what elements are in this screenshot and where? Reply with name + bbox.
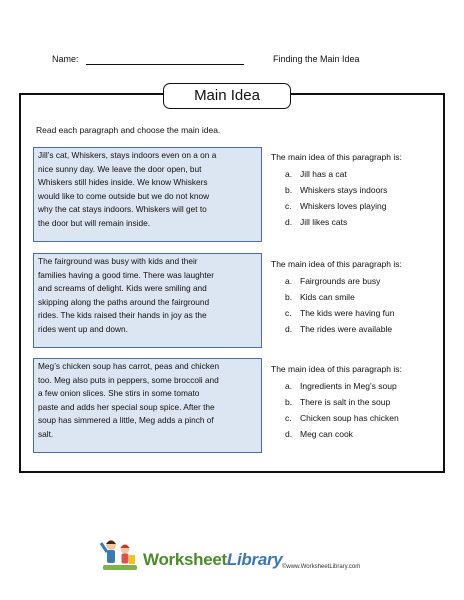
choice-item[interactable] bbox=[285, 289, 395, 305]
choice-item[interactable] bbox=[285, 182, 387, 198]
choice-letter: b. bbox=[285, 292, 293, 302]
choice-text: Ingredients in Meg’s soup bbox=[300, 381, 397, 391]
question-1-prompt: The main idea of this paragraph is: bbox=[271, 152, 402, 162]
choice-letter: b. bbox=[285, 185, 293, 195]
passage-3: Meg’s chicken soup has carrot, peas and chicken too. Meg also puts in peppers, some broccoli and a few onion slices. She stirs in some tomato paste and adds her special soup spice. After the soup has simmered a little, Meg adds a pinch of salt. bbox=[33, 358, 262, 453]
choice-item[interactable] bbox=[285, 321, 395, 337]
logo-word-library: Library bbox=[226, 550, 283, 569]
passage-2: The fairground was busy with kids and their families having a good time. There was laughter and screams of delight. Kids were smiling and skipping along the paths around the fairground rides. The kids raised their hands in joy as the rides went up and down. bbox=[33, 253, 262, 348]
choice-letter: d. bbox=[285, 217, 293, 227]
choice-letter: a. bbox=[285, 169, 293, 179]
choice-item[interactable] bbox=[285, 378, 399, 394]
choice-text: Kids can smile bbox=[300, 292, 355, 302]
choice-letter: d. bbox=[285, 429, 293, 439]
choice-letter: b. bbox=[285, 397, 293, 407]
choice-text: Meg can cook bbox=[300, 429, 353, 439]
choice-text: Jill likes cats bbox=[300, 217, 348, 227]
choice-item[interactable] bbox=[285, 198, 387, 214]
name-label: Name: bbox=[52, 54, 79, 64]
choice-text: The rides were available bbox=[300, 324, 393, 334]
worksheet-title: Finding the Main Idea bbox=[273, 54, 360, 64]
passage-1: Jill’s cat, Whiskers, stays indoors even on a on a nice sunny day. We leave the door open, but Whiskers still hides inside. We know Whiskers would like to come outside but we do not know why the cat stays indoors. Whiskers will get to the door but will remain inside. bbox=[33, 147, 262, 242]
choice-text: Chicken soup has chicken bbox=[300, 413, 399, 423]
question-1-choices bbox=[285, 166, 387, 230]
choice-item[interactable] bbox=[285, 410, 399, 426]
name-blank-line bbox=[86, 64, 244, 65]
choice-item[interactable] bbox=[285, 166, 387, 182]
worksheet-library-logo bbox=[95, 535, 285, 575]
question-2-choices bbox=[285, 273, 395, 337]
choice-text: Whiskers stays indoors bbox=[300, 185, 388, 195]
question-3-prompt: The main idea of this paragraph is: bbox=[271, 364, 402, 374]
question-3-choices bbox=[285, 378, 399, 442]
choice-letter: c. bbox=[285, 413, 292, 423]
choice-letter: a. bbox=[285, 381, 293, 391]
choice-text: There is salt in the soup bbox=[300, 397, 391, 407]
copyright-text: ©www.WorksheetLibrary.com bbox=[282, 564, 361, 570]
choice-item[interactable] bbox=[285, 273, 395, 289]
page-title: Main Idea bbox=[163, 83, 291, 109]
choice-item[interactable] bbox=[285, 426, 399, 442]
question-2-prompt: The main idea of this paragraph is: bbox=[271, 259, 402, 269]
choice-item[interactable] bbox=[285, 214, 387, 230]
choice-letter: d. bbox=[285, 324, 293, 334]
choice-text: Jill has a cat bbox=[300, 169, 347, 179]
choice-text: Whiskers loves playing bbox=[300, 201, 387, 211]
choice-text: Fairgrounds are busy bbox=[300, 276, 381, 286]
choice-letter: a. bbox=[285, 276, 293, 286]
kids-mascot-icon bbox=[95, 535, 141, 575]
logo-word-worksheet: Worksheet bbox=[143, 550, 227, 569]
choice-text: The kids were having fun bbox=[300, 308, 395, 318]
choice-item[interactable] bbox=[285, 305, 395, 321]
instructions: Read each paragraph and choose the main idea. bbox=[36, 125, 221, 135]
choice-item[interactable] bbox=[285, 394, 399, 410]
worksheet-header bbox=[52, 54, 412, 70]
choice-letter: c. bbox=[285, 308, 292, 318]
logo-wordmark bbox=[143, 550, 282, 570]
choice-letter: c. bbox=[285, 201, 292, 211]
